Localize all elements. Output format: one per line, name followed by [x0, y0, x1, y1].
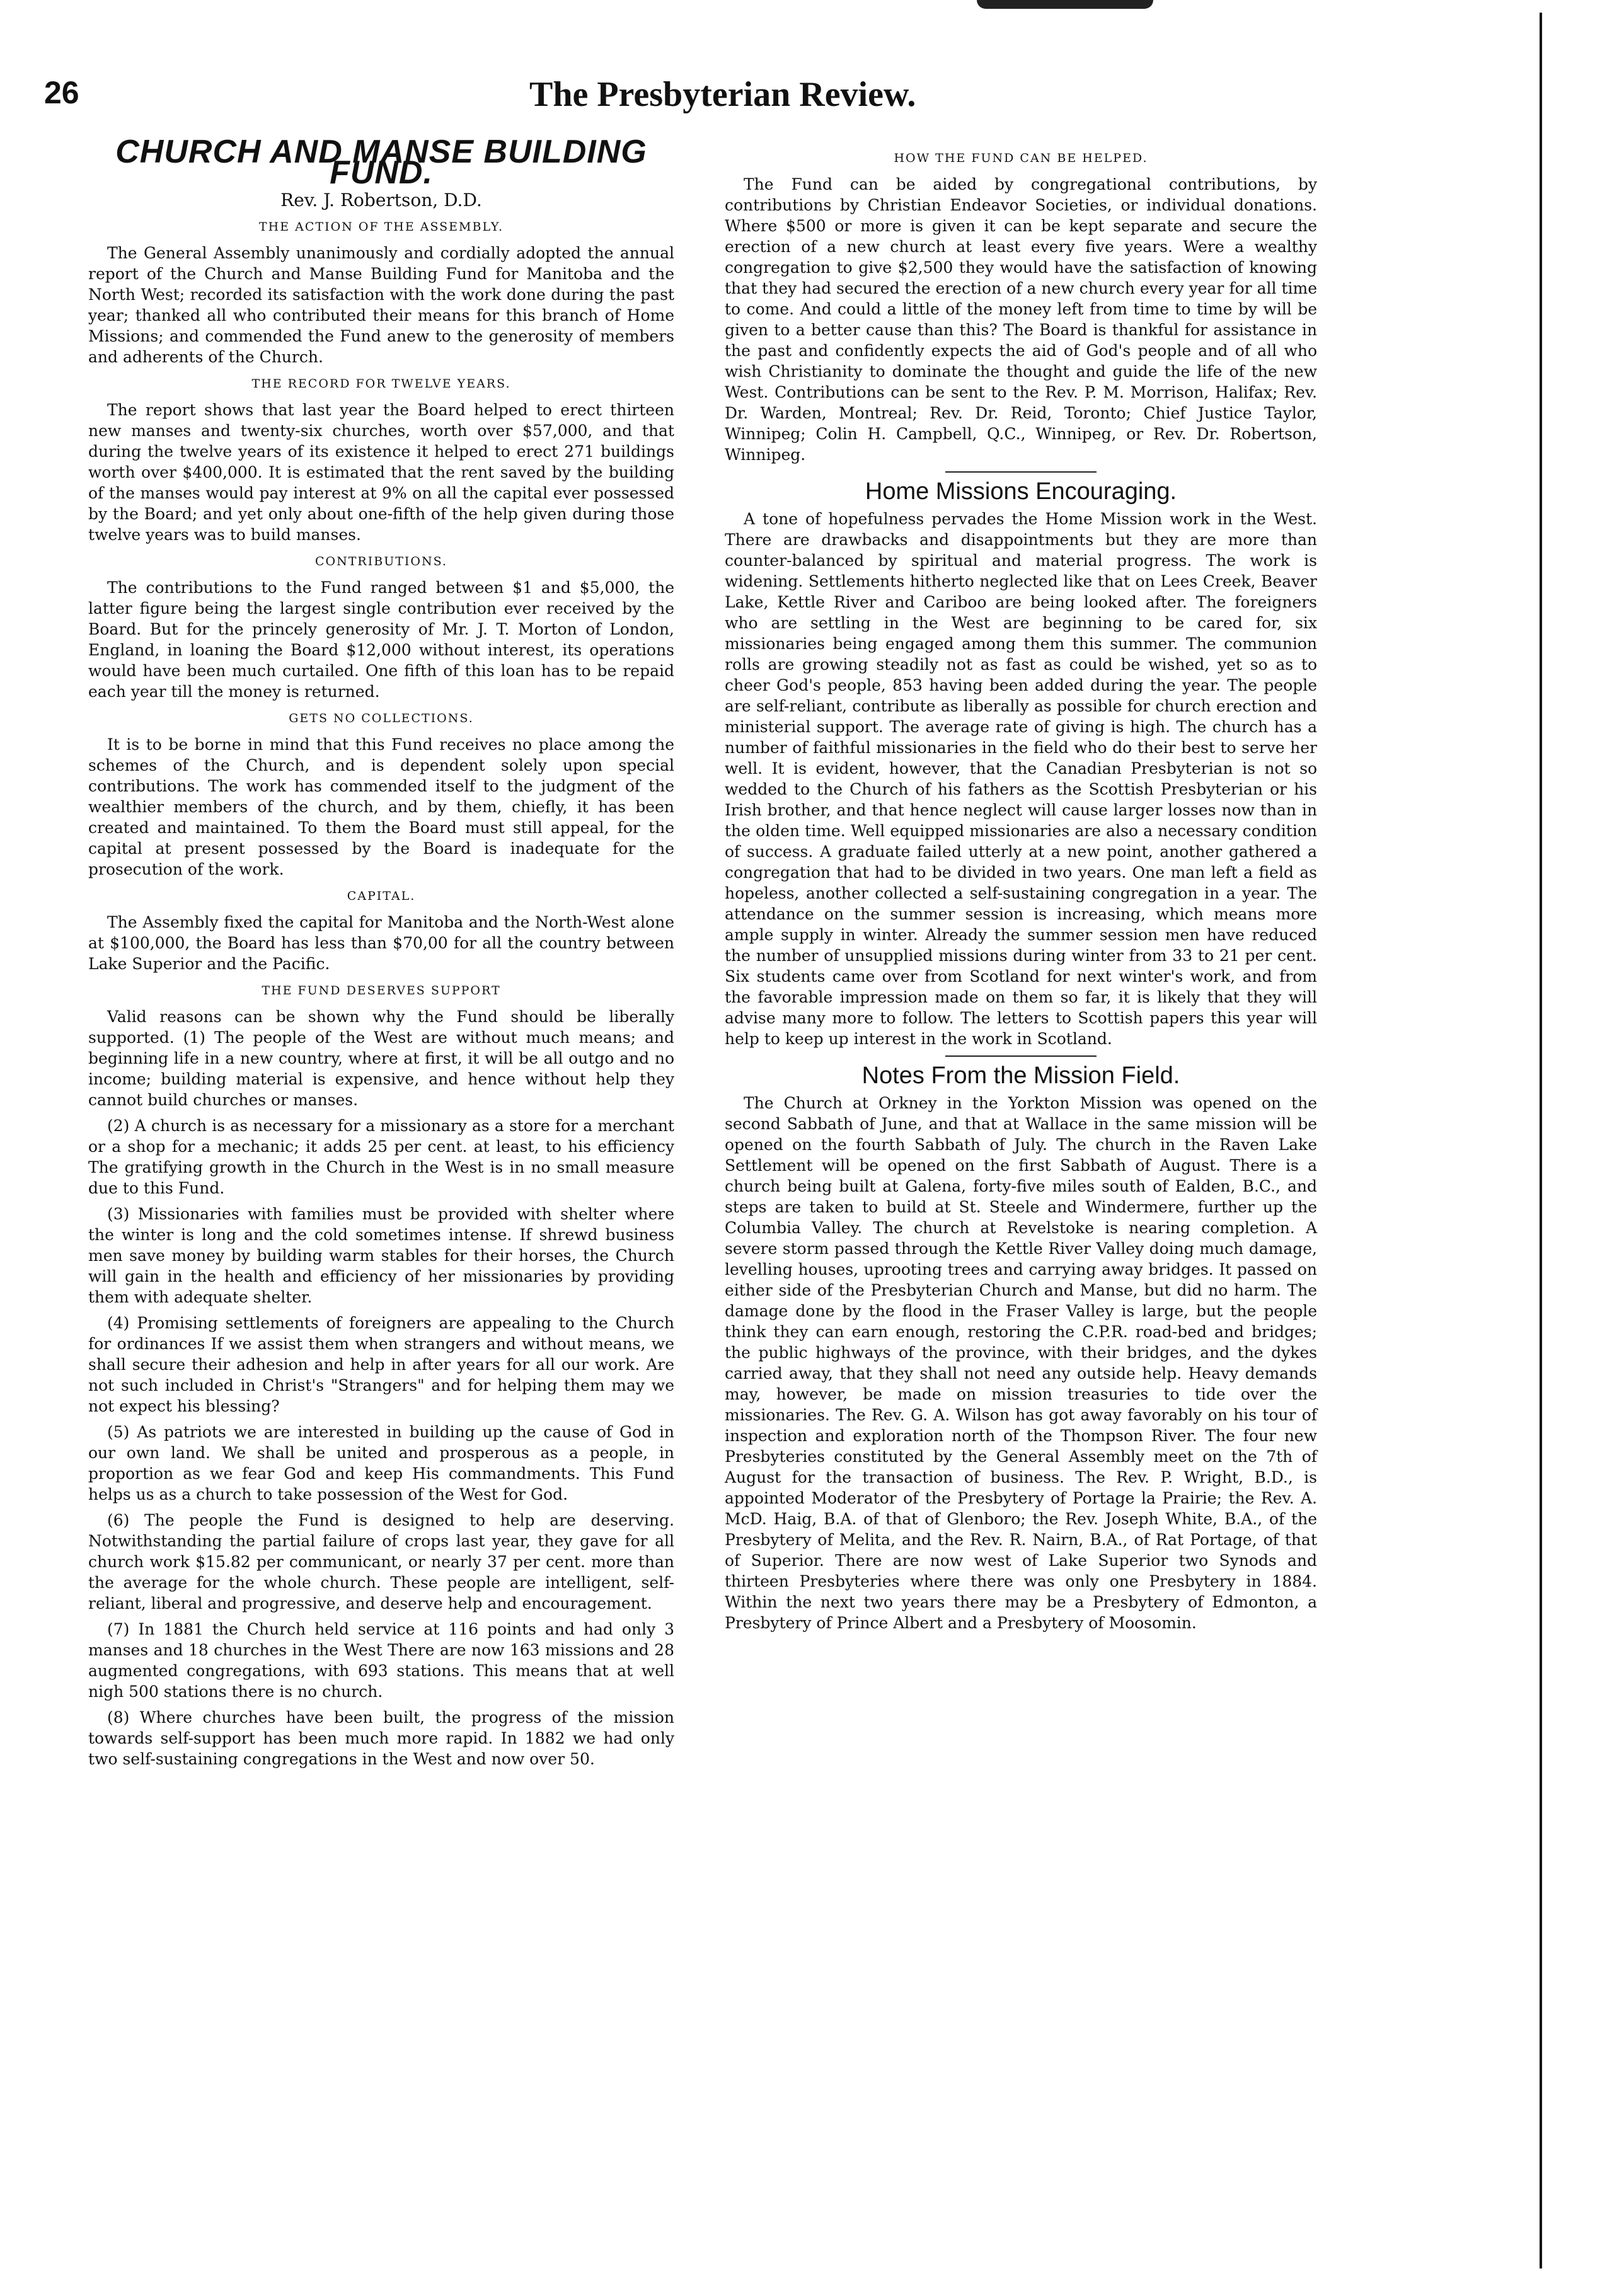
paragraph: The Fund can be aided by congregational contributions, by contributions by Christian Endeavor Societies, or individual donations. Where $500 or more is given it can be kept separate and secure the erection of a new church at least every five years. Were a wealthy congregation to give $2,500 they would have the satisfaction of knowing that they had secured the erection of a new church every year for all time to come. And could a little of the money left from time to time by will be given to a better cause than this? The Board is thankful for assistance in the past and confidently expects the aid of God's people and of all who wish Christianity to dominate the thought and guide the life of the new West. Contributions can be sent to the Rev. P. M. Morrison, Halifax; Rev. Dr. Warden, Montreal; Rev. Dr. Reid, Toronto; Chief Justice Taylor, Winnipeg; Colin H. Campbell, Q.C., Winnipeg, or Rev. Dr. Robertson, Winnipeg. [725, 175, 1317, 464]
paragraph: The Church at Orkney in the Yorkton Mission was opened on the second Sabbath of June, and that at Wallace in the same mission will be opened on the fourth Sabbath of July. The church in the Raven Lake Settlement will be opened on the first Sabbath of August. There is a church being built at Galena, forty-five miles south of Ealden, B.C., and steps are taken to build at St. Steele and Windermere, further up the Columbia Valley. The church at Revelstoke is nearing completion. A severe storm passed through the Kettle River Valley doing much damage, levelling houses, uprooting trees and carrying away bridges. It passed on either side of the Presbyterian Church and Manse, but did no harm. The damage done by the flood in the Fraser Valley is large, but the people think they can earn enough, restoring the C.P.R. road-bed and bridges; the public highways of the province, with their bridges, and the dykes carried away, that they shall not need any outside help. Heavy demands may, however, be made on mission treasuries to tide over the missionaries. The Rev. G. A. Wilson has got away favorably on his tour of inspection and exploration north of the Thompson River. The four new Presbyteries constituted by the General Assembly meet on the 7th of August for the transaction of business. The Rev. P. Wright, B.D., is appointed Moderator of the Presbytery of Portage la Prairie; the Rev. A. McD. Haig, B.A. of that of Glenboro; the Rev. Joseph White, B.A., of the Presbytery of Melita, and the Rev. R. Nairn, B.A., of Rat Portage, of that of Superior. There are now west of Lake Superior two Synods and thirteen Presbyteries where there was only one Presbytery in 1884. Within the next two years there may be a Presbytery of Edmonton, a Presbytery of Prince Albert and a Presbytery of Moosomin. [725, 1094, 1317, 1632]
paragraph: (7) In 1881 the Church held service at 116 points and had only 3 manses and 18 churches in the West There are now 163 missions and 28 augmented congregations, with 693 stations. This means that at well nigh 500 stations there is no church. [88, 1620, 674, 1701]
left-column [88, 134, 674, 1774]
paragraph: (6) The people the Fund is designed to help are deserving. Notwithstanding the partial failure of crops last year, they gave for all church work $15.82 per communicant, or nearly 37 per cent. more than the average for the whole church. These people are intelligent, self-reliant, liberal and progressive, and deserve help and encouragement. [88, 1511, 674, 1613]
page-header [44, 74, 1405, 131]
section-heading: THE ACTION OF THE ASSEMBLY. [258, 220, 504, 234]
paragraph: The report shows that last year the Board helped to erect thirteen new manses and twenty-six churches, worth over $57,000, and that during the twelve years of its existence it helped to erect 271 buildings worth over $400,000. It is estimated that the rent saved by the building of the manses would pay interest at 9% on all the capital ever possessed by the Board; and yet only about one-fifth of the help given during those twelve years was to build manses. [88, 401, 674, 544]
paragraph: A tone of hopefulness pervades the Home Mission work in the West. There are drawbacks and disappointments but they are more than counter-balanced by spiritual and material progress. The work is widening. Settlements hitherto neglected like that on Lees Creek, Beaver Lake, Kettle River and Cariboo are being looked after. The foreigners who are settling in the West are beginning to be cared for, six missionaries being engaged among them this summer. The communion rolls are growing steadily not as fast as could be wished, yet so as to cheer God's people, 853 having been added during the year. The people are self-reliant, contribute as liberally as possible for church erection and ministerial support. The average rate of giving is high. The church has a number of faithful missionaries in the field who do their best to serve her well. It is evident, however, that the Canadian Presbyterian is not so wedded to the Church of his fathers as the Scottish Presbyterian or his Irish brother, and that hence neglect will cause larger losses now than in the olden time. Well equipped missionaries are also a necessary condition of success. A graduate failed utterly at a new point, another gathered a congregation that had to be divided in two years. One man left a field as hopeless, another collected a self-sustaining congregation in a year. The attendance on the summer session is increasing, which means more ample supply in winter. Already the summer session men have reduced the number of unsupplied missions during winter from 33 to 21 per cent. Six students came over from Scotland for next winter's work, and from the favorable impression made on them so far, it is likely that they will advise many more to follow. The letters to Scottish papers this year will help to keep up interest in the work in Scotland. [725, 510, 1317, 1048]
page-number: 26 [44, 75, 79, 110]
journal-title: The Presbyterian Review. [529, 75, 916, 114]
section-heading: THE RECORD FOR TWELVE YEARS. [251, 377, 511, 391]
paragraph: The Assembly fixed the capital for Manitoba and the North-West alone at $100,000, the Board has less than $70,00 for all the country between Lake Superior and the Pacific. [88, 913, 674, 973]
section-heading: THE FUND DESERVES SUPPORT [262, 984, 501, 998]
paragraph: It is to be borne in mind that this Fund receives no place among the schemes of the Church, and is dependent solely upon special contributions. The work has commended itself to the judgment of the wealthier members of the church, and by them, chiefly, it has been created and maintained. To them the Board must still appeal, for the capital at present possessed by the Board is inadequate for the prosecution of the work. [88, 735, 674, 878]
paragraph: (5) As patriots we are interested in building up the cause of God in our own land. We shall be united and prosperous as a people, in proportion as we fear God and keep His commandments. This Fund helps us as a church to take possession of the West for God. [88, 1423, 674, 1503]
divider [945, 1055, 1097, 1057]
paragraph: (4) Promising settlements of foreigners are appealing to the Church for ordinances If we assist them when strangers and without means, we shall secure their adhesion and help in after years for all our work. Are not such included in Christ's "Strangers" and for helping them may we not expect his blessing? [88, 1314, 674, 1415]
page-edge [1540, 13, 1542, 2268]
paragraph: (3) Missionaries with families must be provided with shelter where the winter is long and the cold sometimes intense. If shrewd business men save money by building warm stables for their horses, the Church will gain in the health and efficiency of her missionaries by providing them with adequate shelter. [88, 1205, 674, 1306]
paragraph: The General Assembly unanimously and cordially adopted the annual report of the Church and Manse Building Fund for Manitoba and the North West; recorded its satisfaction with the work done during the past year; thanked all who contributed their means for this branch of Home Missions; and commended the Fund anew to the generosity of members and adherents of the Church. [88, 244, 674, 366]
section-heading: CONTRIBUTIONS. [315, 555, 447, 568]
article-byline: Rev. J. Robertson, D.D. [280, 190, 482, 210]
adjacent-page-fragment [1422, 13, 1586, 2268]
paragraph: The contributions to the Fund ranged between $1 and $5,000, the latter figure being the largest single contribution ever received by the Board. But for the princely generosity of Mr. J. T. Morton of London, England, in loaning the Board $12,000 without interest, its operations would have been much curtailed. One fifth of this loan has to be repaid each year till the money is returned. [88, 578, 674, 701]
paragraph: Valid reasons can be shown why the Fund should be liberally supported. (1) The people of the West are without much means; and beginning life in a new country, where at first, it will be all outgo and no income; building material is expensive, and hence without help they cannot build churches or manses. [88, 1008, 674, 1109]
paragraph: (8) Where churches have been built, the progress of the mission towards self-support has been much more rapid. In 1882 we had only two self-sustaining congregations in the West and now over 50. [88, 1708, 674, 1768]
right-column [725, 142, 1317, 1638]
paragraph: (2) A church is as necessary for a missionary as a store for a merchant or a shop for a mechanic; it adds 25 per cent. at least, to his efficiency The gratifying growth in the Church in the West is in no small measure due to this Fund. [88, 1117, 674, 1197]
scan-artifact [977, 0, 1153, 9]
article-title: Home Missions Encouraging. [865, 478, 1177, 505]
section-heading: GETS NO COLLECTIONS. [289, 711, 474, 725]
divider [945, 471, 1097, 473]
section-heading: HOW THE FUND CAN BE HELPED. [894, 151, 1148, 165]
article-title: CHURCH AND MANSE BUILDING FUND. [115, 134, 647, 191]
section-heading: CAPITAL. [347, 889, 416, 903]
article-title: Notes From the Mission Field. [861, 1062, 1180, 1089]
